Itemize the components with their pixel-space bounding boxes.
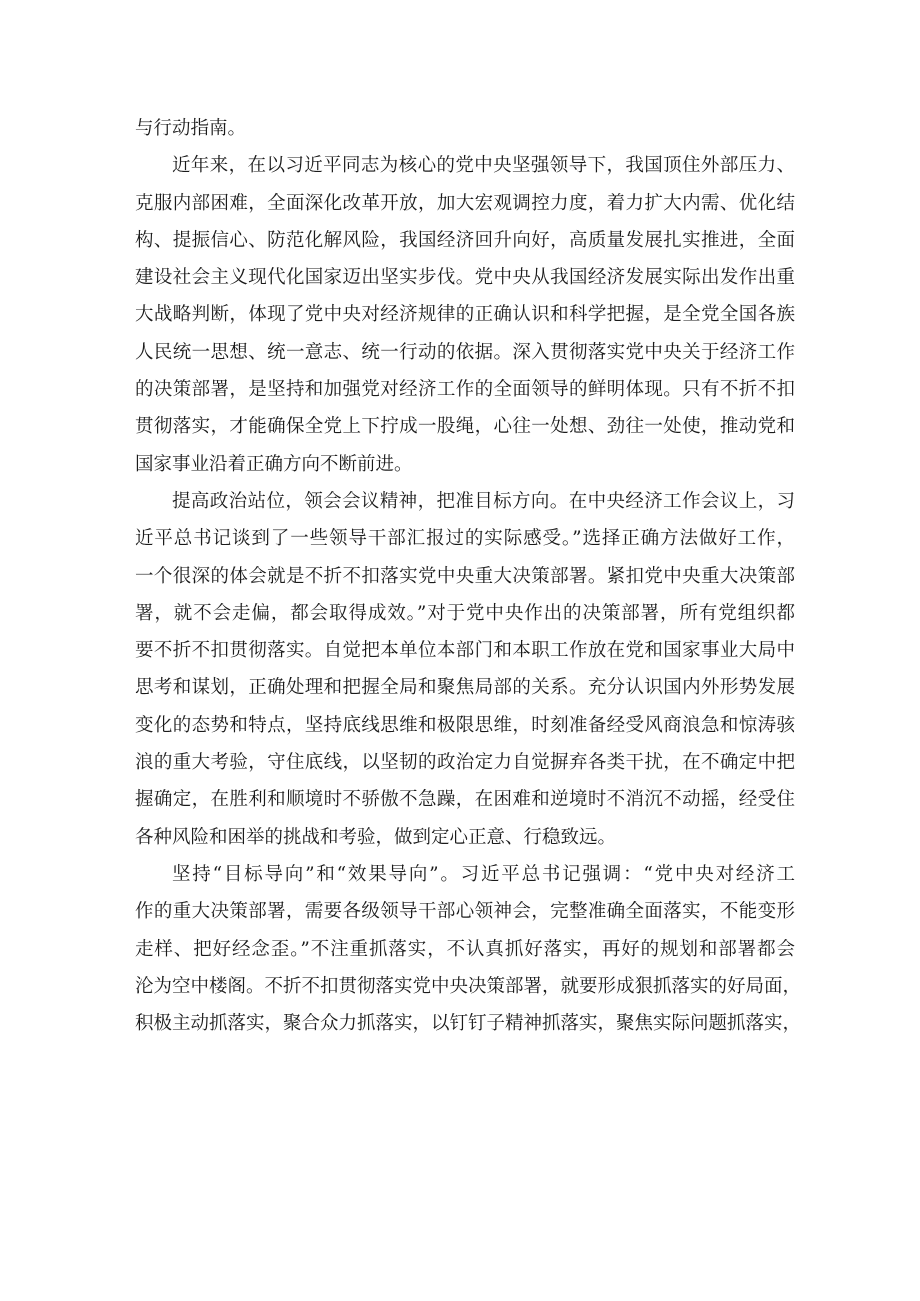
text-line: 与行动指南。 [135,118,247,139]
paragraph [135,110,795,147]
text-line: 国家事业沿着正确方向不断前进。 [135,453,413,475]
text-line: 思考和谋划，正确处理和把握全局和聚焦局部的关系。充分认识国内外形势发展 [135,677,795,699]
text-line: 走样、把好经念歪。”不注重抓落实，不认真抓好落实，再好的规划和部署都会 [135,938,795,960]
text-line: 握确定，在胜利和顺境时不骄傲不急躁，在困难和逆境时不消沉不动摇，经受住 [135,789,795,811]
paragraph [135,856,802,1042]
text-line: 积极主动抓落实，聚合众力抓落实，以钉钉子精神抓落实，聚焦实际问题抓落实， [135,1013,802,1035]
paragraph [135,483,795,856]
text-line: 要不折不扣贯彻落实。自觉把本单位本部门和本职工作放在党和国家事业大局中 [135,640,795,662]
text-line: 署，就不会走偏，都会取得成效。”对于党中央作出的决策部署，所有党组织都 [135,602,795,624]
text-line: 浪的重大考验，守住底线，以坚韧的政治定力自觉摒弃各类干扰，在不确定中把 [135,752,795,774]
text-line: 建设社会主义现代化国家迈出坚实步伐。党中央从我国经济发展实际出发作出重 [135,267,795,289]
paragraph [135,147,795,483]
text-line: 近年来，在以习近平同志为核心的党中央坚强领导下，我国顶住外部压力、 [172,155,795,177]
text-line: 大战略判断，体现了党中央对经济规律的正确认识和科学把握，是全党全国各族 [135,304,795,326]
document-body [135,110,802,1042]
text-line: 一个很深的体会就是不折不扣落实党中央重大决策部署。紧扣党中央重大决策部 [135,565,795,587]
text-line: 坚持“目标导向”和“效果导向”。习近平总书记强调：“党中央对经济工 [172,863,795,885]
text-line: 贯彻落实，才能确保全党上下拧成一股绳，心往一处想、劲往一处使，推动党和 [135,416,795,438]
text-line: 各种风险和困举的挑战和考验，做到定心正意、行稳致远。 [135,826,617,848]
text-line: 变化的态势和特点，坚持底线思维和极限思维，时刻准备经受风商浪急和惊涛骇 [135,714,795,736]
text-line: 提高政治站位，领会会议精神，把准目标方向。在中央经济工作会议上，习 [172,490,795,512]
text-line: 克服内部困难，全面深化改革开放，加大宏观调控力度，着力扩大内需、优化结 [135,192,795,214]
text-line: 沦为空中楼阁。不折不扣贯彻落实党中央决策部署，就要形成狠抓落实的好局面， [135,975,802,997]
text-line: 人民统一思想、统一意志、统一行动的依据。深入贯彻落实党中央关于经济工作 [135,341,795,363]
text-line: 作的重大决策部署，需要各级领导干部心领神会，完整准确全面落实，不能变形 [135,901,795,923]
text-line: 的决策部署，是坚持和加强党对经济工作的全面领导的鲜明体现。只有不折不扣 [135,379,795,401]
text-line: 构、提振信心、防范化解风险，我国经济回升向好，高质量发展扎实推进，全面 [135,229,795,251]
text-line: 近平总书记谈到了一些领导干部汇报过的实际感受。”选择正确方法做好工作， [135,528,795,550]
